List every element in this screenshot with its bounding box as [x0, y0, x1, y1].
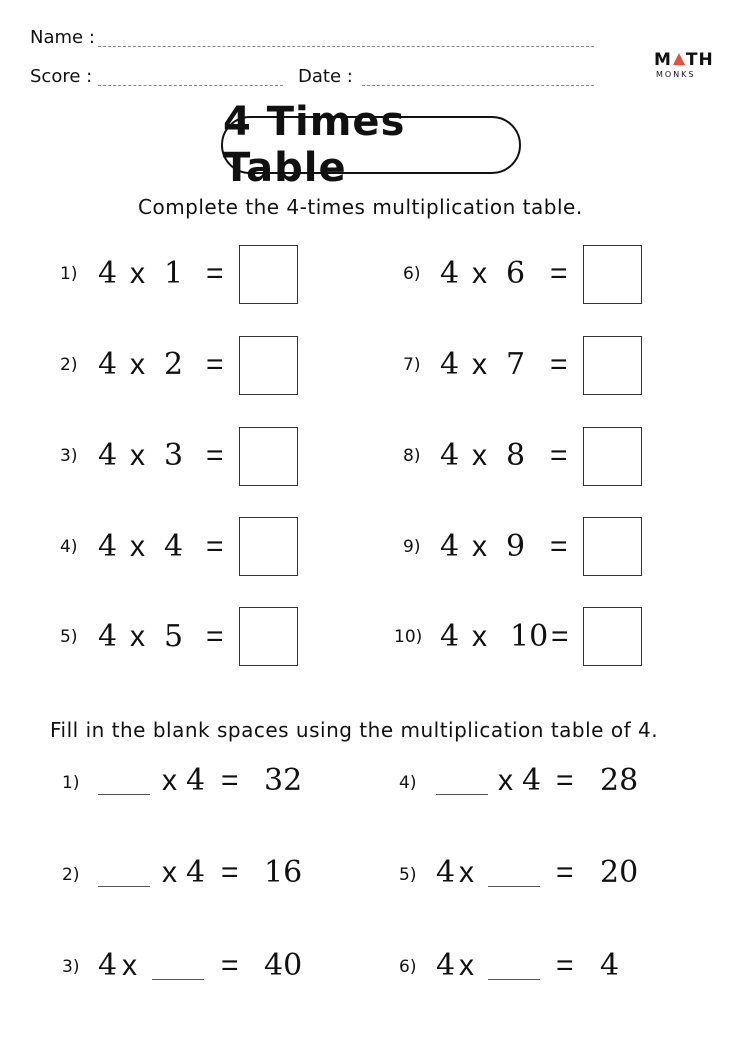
result: 16	[264, 855, 303, 890]
answer-box[interactable]	[239, 427, 298, 486]
factor-a: 4	[98, 529, 118, 564]
equals-sign: =	[550, 348, 568, 381]
result: 40	[264, 948, 303, 983]
answer-box[interactable]	[583, 245, 642, 304]
equals-sign: =	[206, 348, 224, 381]
equals-sign: =	[206, 257, 224, 290]
equals-sign: =	[206, 530, 224, 563]
factor-b: 1	[164, 256, 184, 291]
answer-box[interactable]	[583, 517, 642, 576]
factor-b: 9	[506, 529, 526, 564]
equals-sign: =	[550, 257, 568, 290]
result: 20	[600, 855, 639, 890]
problem-number: 4)	[60, 537, 78, 557]
math-monks-logo	[654, 50, 716, 79]
score-label: Score :	[30, 66, 93, 87]
result: 32	[264, 763, 303, 798]
result: 28	[600, 763, 639, 798]
factor: 4	[436, 948, 456, 983]
factor-a: 4	[98, 619, 118, 654]
problem-number: 8)	[403, 446, 421, 466]
factor: 4	[186, 763, 206, 798]
times-sign: x	[130, 530, 145, 563]
problem-number: 1)	[62, 773, 80, 793]
factor-a: 4	[440, 256, 460, 291]
times-sign: x	[472, 439, 487, 472]
equals-sign: =	[221, 949, 239, 982]
problem-number: 4)	[399, 773, 417, 793]
times-sign: x	[162, 764, 177, 797]
equals-sign: =	[556, 856, 574, 889]
problem-number: 2)	[62, 865, 80, 885]
logo-wordmark	[654, 50, 716, 70]
factor: 4	[186, 855, 206, 890]
answer-box[interactable]	[239, 607, 298, 666]
problem-number: 5)	[60, 627, 78, 647]
factor-b: 8	[506, 438, 526, 473]
problem-number: 2)	[60, 355, 78, 375]
factor-a: 4	[440, 529, 460, 564]
factor: 4	[98, 948, 118, 983]
logo-text-left: M	[654, 50, 672, 70]
logo-triangle-icon	[673, 53, 685, 65]
factor: 4	[436, 855, 456, 890]
logo-subtitle: MONKS	[656, 70, 696, 79]
equals-sign: =	[556, 764, 574, 797]
times-sign: x	[130, 439, 145, 472]
factor-a: 4	[98, 347, 118, 382]
answer-box[interactable]	[583, 427, 642, 486]
factor-a: 4	[98, 438, 118, 473]
blank-field[interactable]	[488, 979, 540, 980]
factor-b: 4	[164, 529, 184, 564]
factor: 4	[522, 763, 542, 798]
equals-sign: =	[206, 439, 224, 472]
name-field[interactable]	[98, 46, 594, 47]
problem-number: 3)	[62, 957, 80, 977]
blank-field[interactable]	[98, 886, 150, 887]
factor-a: 4	[440, 438, 460, 473]
times-sign: x	[472, 257, 487, 290]
problem-number: 5)	[399, 865, 417, 885]
date-label: Date :	[298, 66, 353, 87]
problem-number: 9)	[403, 537, 421, 557]
factor-b: 6	[506, 256, 526, 291]
factor-b: 10	[510, 619, 549, 654]
answer-box[interactable]	[239, 336, 298, 395]
section1-instruction: Complete the 4-times multiplication table.	[138, 195, 583, 219]
equals-sign: =	[206, 620, 224, 653]
times-sign: x	[472, 620, 487, 653]
logo-text-right: TH	[685, 50, 714, 70]
answer-box[interactable]	[239, 245, 298, 304]
factor-b: 5	[164, 619, 184, 654]
score-field[interactable]	[98, 85, 283, 86]
equals-sign: =	[556, 949, 574, 982]
times-sign: x	[122, 949, 137, 982]
page-title-text: 4 Times Table	[223, 99, 406, 191]
factor-b: 7	[506, 347, 526, 382]
problem-number: 1)	[60, 264, 78, 284]
times-sign: x	[130, 348, 145, 381]
problem-number: 6)	[403, 264, 421, 284]
answer-box[interactable]	[239, 517, 298, 576]
factor-b: 3	[164, 438, 184, 473]
equals-sign: =	[221, 856, 239, 889]
equals-sign: =	[551, 620, 569, 653]
problem-number: 3)	[60, 446, 78, 466]
date-field[interactable]	[362, 85, 594, 86]
times-sign: x	[459, 949, 474, 982]
times-sign: x	[459, 856, 474, 889]
answer-box[interactable]	[583, 336, 642, 395]
equals-sign: =	[550, 530, 568, 563]
factor-a: 4	[98, 256, 118, 291]
times-sign: x	[472, 530, 487, 563]
factor-b: 2	[164, 347, 184, 382]
result: 4	[600, 948, 620, 983]
times-sign: x	[130, 620, 145, 653]
problem-number: 6)	[399, 957, 417, 977]
times-sign: x	[162, 856, 177, 889]
blank-field[interactable]	[152, 979, 204, 980]
blank-field[interactable]	[98, 794, 150, 795]
factor-a: 4	[440, 619, 460, 654]
page-title	[221, 99, 521, 191]
answer-box[interactable]	[583, 607, 642, 666]
times-sign: x	[130, 257, 145, 290]
problem-number: 7)	[403, 355, 421, 375]
name-label: Name :	[30, 27, 95, 48]
section2-instruction: Fill in the blank spaces using the multiplication table of 4.	[50, 718, 659, 742]
factor-a: 4	[440, 347, 460, 382]
equals-sign: =	[221, 764, 239, 797]
blank-field[interactable]	[436, 794, 488, 795]
blank-field[interactable]	[488, 886, 540, 887]
equals-sign: =	[550, 439, 568, 472]
times-sign: x	[472, 348, 487, 381]
problem-number: 10)	[394, 627, 423, 647]
times-sign: x	[498, 764, 513, 797]
